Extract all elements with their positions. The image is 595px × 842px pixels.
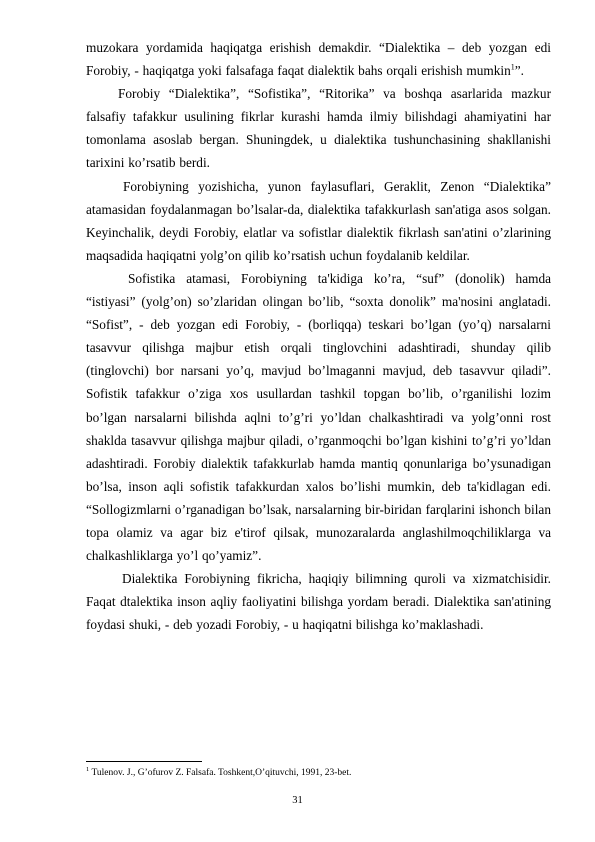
footnote-text: Tulenov. J., G’ofurov Z. Falsafa. Toshkent,O’qituvchi, 1991, 23-bet. [89, 768, 352, 778]
paragraph-5: Dialektika Forobiyning fikricha, haqiqiy bilimning quroli va xizmatchisidir. Faqat dtalektika inson aqliy faoliyatini bilishga yordam beradi. Dialektika san'atining foydasi shuki, - deb yozadi Forobiy, - u haqiqatni bilishga ko’maklashadi. [86, 571, 551, 633]
footnote-divider [86, 761, 202, 762]
paragraph-2: Forobiy “Dialektika”, “Sofistika”, “Ritorika” va boshqa asarlarida mazkur falsafiy tafakkur usulining fikrlar kurashi hamda ilmiy bilishdagi ahamiyatini har tomonlama asoslab bergan. Shuningdek, u dialektika tushunchasining shakllanishi tarixini ko’rsatib berdi. [86, 86, 551, 171]
body-text [86, 36, 551, 636]
paragraph-3: Forobiyning yozishicha, yunon faylasuflari, Geraklit, Zenon “Dialektika” atamasidan foydalanmagan bo’lsalar-da, dialektika tafakkurlash san'atiga asos solgan. Keyinchalik, deydi Forobiy, elatlar va sofistlar dialektik fikrlash san'atini o’zlarining maqsadida haqiqatni yolg’on qilib ko’rsatish uchun foydalanib keldilar. [86, 178, 551, 263]
footnote-number: 1 [86, 765, 90, 773]
paragraph-1-end: ”. [514, 63, 524, 79]
paragraph-4: Sofistika atamasi, Forobiyning ta'kidiga ko’ra, “suf” (donolik) hamda “istiyasi” (yolg’on) so’zlaridan olingan bo’lib, “soxta donolik” ma'nosini anglatadi. “Sofist”, - deb yozgan edi Forobiy, - (borliqqa) teskari bo’lgan (yo’q) narsalarni tasavvur qilishga majbur etish orqali tinglovchini adashtiradi, shunday qilib (tinglovchi) bor narsani yo’q, mavjud bo’lmaganni mavjud, deb tasavvur qiladi”. Sofistik tafakkur o’ziga xos usullardan tashkil topgan bo’lib, o’rganilishi lozim bo’lgan narsalarni bilishda aqlni to’g’ri yo’ldan chalkashtiradi va yolg’onni rost shaklda tasavvur qilishga majbur qiladi, o’rganmoqchi bo’lgan kishini to’g’ri yo’ldan adashtiradi. Forobiy dialektik tafakkurlab hamda mantiq qonunlariga bo’ysunadigan bo’lsa, inson aqli sofistik tafakkurdan xalos bo’lishi mumkin, deb ta'kidlagan edi. “Sollogizmlarni o’rganadigan bo’lsak, narsalarning bir-biridan farqlarini ishonch bilan topa olamiz va agar biz e'tirof qilsak, munozaralarda anglashilmoqchiliklarga va chalkashliklarga yo’l qo’yamiz”. [86, 270, 551, 564]
paragraph-1-text: muzokara yordamida haqiqatga erishish demakdir. “Dialektika – deb yozgan edi Forobiy, - haqiqatga yoki falsafaga faqat dialektik bahs orqali erishish mumkin [86, 40, 551, 79]
footnote-reference: 1 [510, 62, 515, 72]
paragraph-1 [86, 36, 551, 82]
footnote [86, 767, 551, 780]
page-number: 31 [292, 795, 303, 806]
